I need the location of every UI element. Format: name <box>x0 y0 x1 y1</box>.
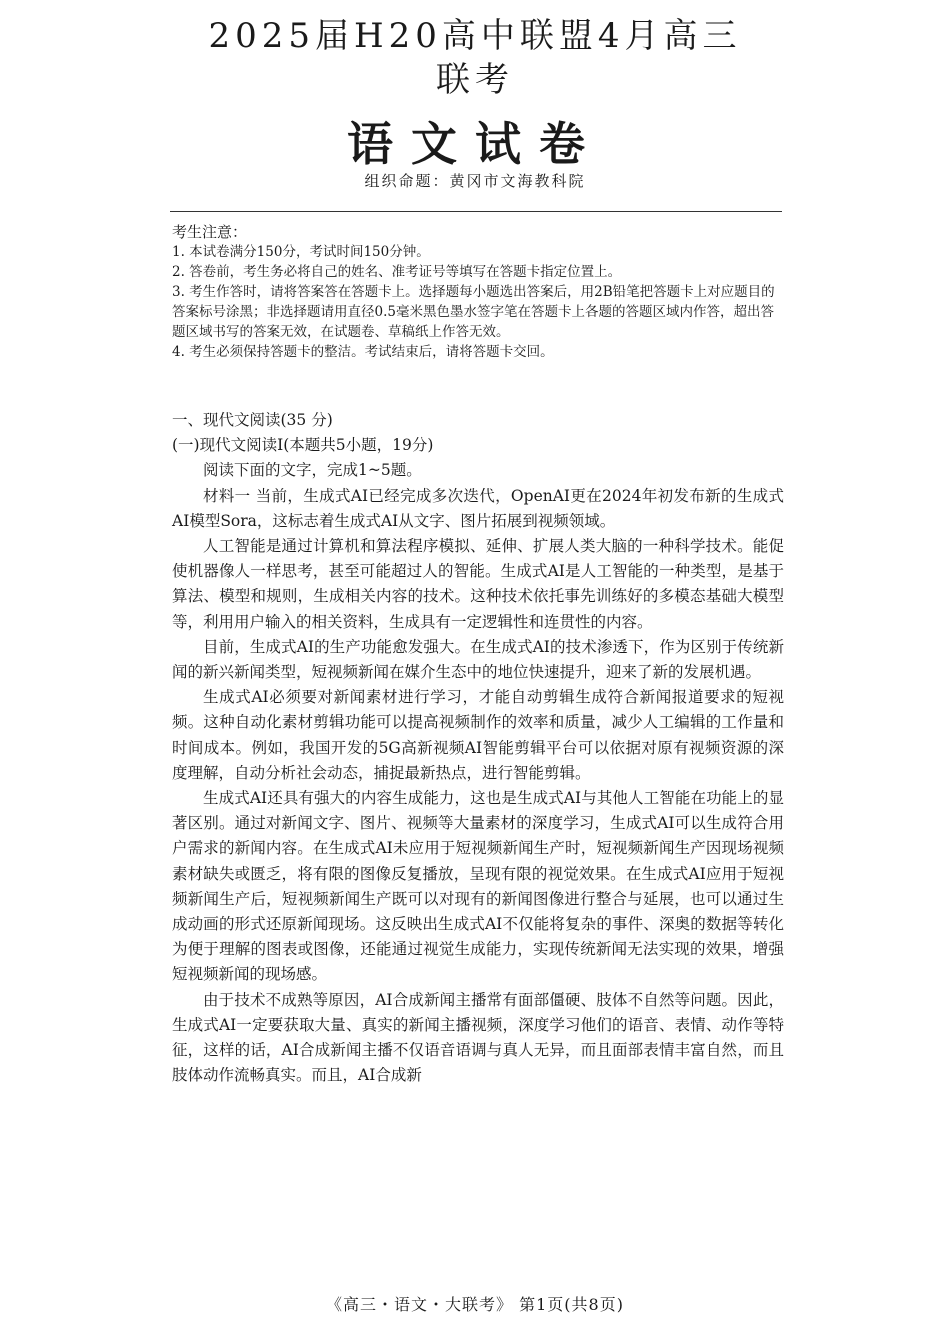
section-heading: 一、现代文阅读(35 分) <box>172 411 333 429</box>
exam-title-line2: 联考 <box>436 60 514 100</box>
section-subheading: (一)现代文阅读Ⅰ(本题共5小题，19分) <box>172 436 434 455</box>
candidate-notice <box>172 222 784 362</box>
notice-heading: 考生注意： <box>172 223 248 241</box>
notice-item: 2. 答卷前，考生务必将自己的姓名、准考证号等填写在答题卡指定位置上。 <box>172 264 622 280</box>
passage-paragraph: 材料一 当前，生成式AI已经完成多次迭代，OpenAI更在2024年初发布新的生成式AI模型Sora，这标志着生成式AI从文字、图片拓展到视频领域。 <box>172 486 784 530</box>
notice-item: 4. 考生必须保持答题卡的整洁。考试结束后，请将答题卡交回。 <box>172 344 554 360</box>
notice-item: 3. 考生作答时，请将答案答在答题卡上。选择题每小题选出答案后，用2B铅笔把答题卡上对应题目的答案标号涂黑；非选择题请用直径0.5毫米黑色墨水签字笔在答题卡上各题的答题区域内作答，超出答题区域书写的答案无效，在试题卷、草稿纸上作答无效。 <box>172 284 775 340</box>
passage-paragraph: 人工智能是通过计算机和算法程序模拟、延伸、扩展人类大脑的一种科学技术。能促使机器像人一样思考，甚至可能超过人的智能。生成式AI是人工智能的一种类型，是基于算法、模型和规则，生成相关内容的技术。这种技术依托事先训练好的多模态基础大模型等，利用用户输入的相关资料，生成具有一定逻辑性和连贯性的内容。 <box>172 537 784 631</box>
section-instruction: 阅读下面的文字，完成1~5题。 <box>203 461 422 480</box>
page-footer: 《高三・语文・大联考》 第1页(共8页) <box>326 1295 624 1314</box>
header-divider <box>170 211 782 212</box>
passage-paragraph: 由于技术不成熟等原因，AI合成新闻主播常有面部僵硬、肢体不自然等问题。因此，生成式AI一定要获取大量、真实的新闻主播视频，深度学习他们的语音、表情、动作等特征，这样的话，AI合成新闻主播不仅语音语调与真人无异，而且面部表情丰富自然，而且肢体动作流畅真实。而且，AI合成新 <box>172 990 784 1085</box>
passage-paragraph: 目前，生成式AI的生产功能愈发强大。在生成式AI的技术渗透下，作为区别于传统新闻的新兴新闻类型，短视频新闻在媒介生态中的地位快速提升，迎来了新的发展机遇。 <box>172 637 784 682</box>
passage-paragraph: 生成式AI还具有强大的内容生成能力，这也是生成式AI与其他人工智能在功能上的显著区别。通过对新闻文字、图片、视频等大量素材的深度学习，生成式AI可以生成符合用户需求的新闻内容。在生成式AI未应用于短视频新闻生产时，短视频新闻生产因现场视频素材缺失或匮乏，将有限的图像反复播放，呈现有限的视觉效果。在生成式AI应用于短视频新闻生产后，短视频新闻生产既可以对现有的新闻图像进行整合与延展，也可以通过生成动画的形式还原新闻现场。这反映出生成式AI不仅能将复杂的事件、深奥的数据等转化为便于理解的图表或图像，还能通过视觉生成能力，实现传统新闻无法实现的效果，增强短视频新闻的现场感。 <box>172 789 784 984</box>
exam-title-line1: 2025届H20高中联盟4月高三 <box>208 16 742 56</box>
exam-title <box>150 14 800 102</box>
reading-section <box>172 408 784 1088</box>
passage-paragraph: 生成式AI必须要对新闻素材进行学习，才能自动剪辑生成符合新闻报道要求的短视频。这种自动化素材剪辑功能可以提高视频制作的效率和质量，减少人工编辑的工作量和时间成本。例如，我国开发的5G高新视频AI智能剪辑平台可以依据对原有视频资源的深度理解，自动分析社会动态，捕捉最新热点，进行智能剪辑。 <box>172 688 784 782</box>
organizer-line: 组织命题：黄冈市文海教科院 <box>364 172 586 190</box>
subject-title: 语文试卷 <box>347 117 603 171</box>
notice-item: 1. 本试卷满分150分，考试时间150分钟。 <box>172 244 430 260</box>
